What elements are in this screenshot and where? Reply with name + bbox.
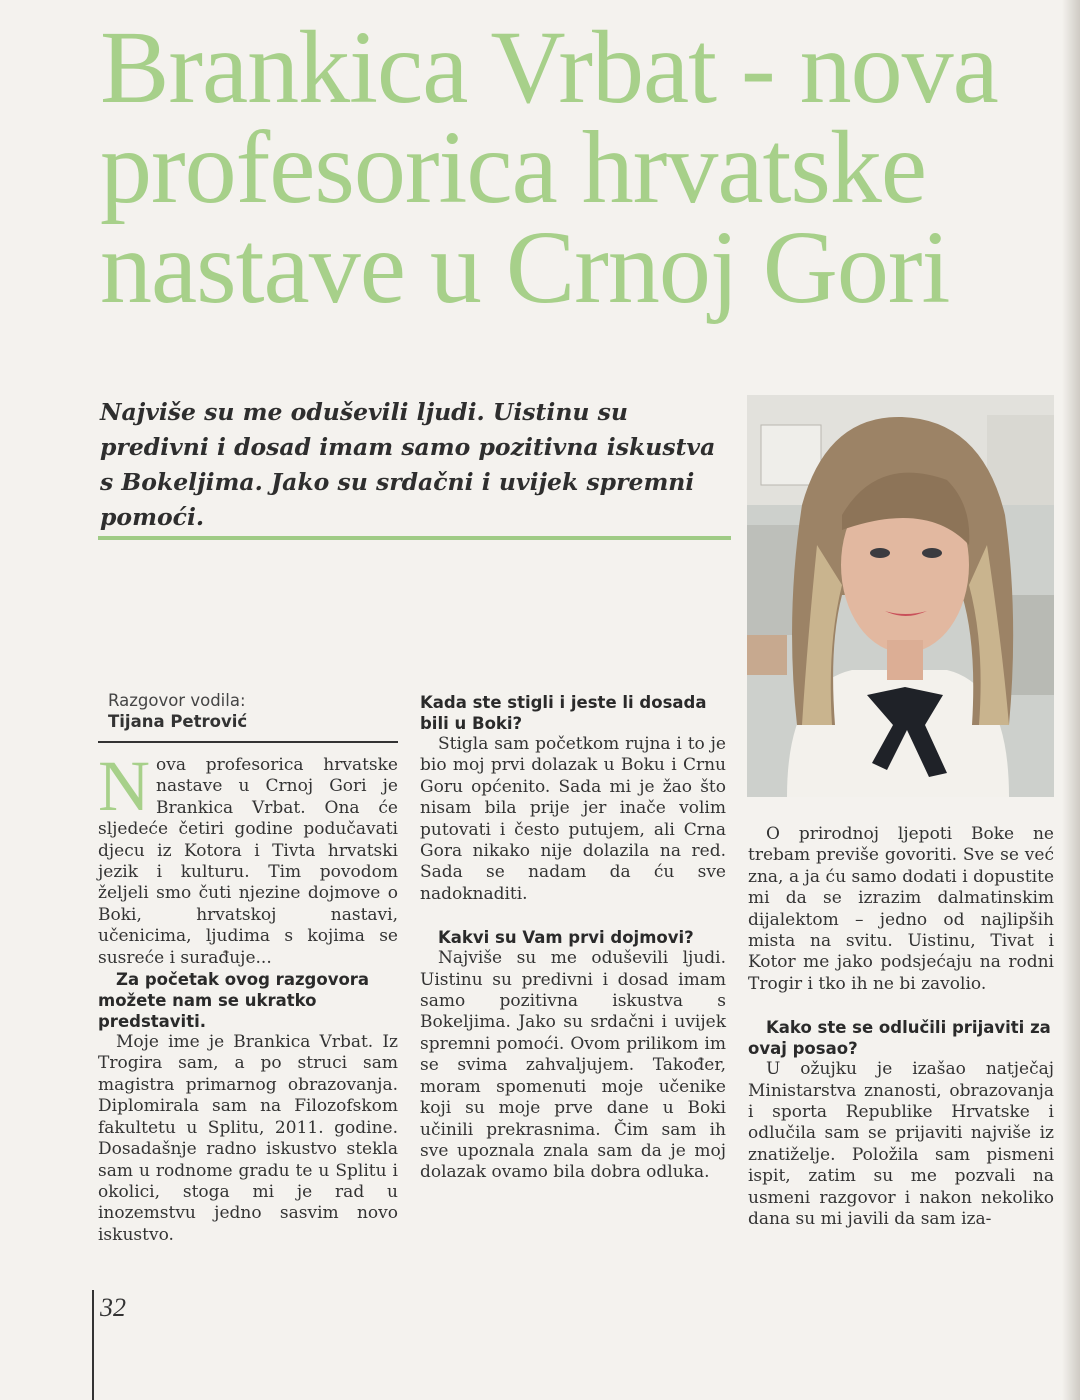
column-1 (98, 690, 398, 1246)
answer-paragraph: O prirodnoj ljepoti Boke ne trebam previše govoriti. Sve se već zna, a ja ću samo dodati i dopustite mi da se izrazim dalmatinskim dijalektom – jedno od najlipših mista na svitu. Uistinu, Tivat i Kotor me jako podsjećaju na rodni Trogir i tko ih ne bi zavolio. (748, 824, 1054, 994)
answer-paragraph: U ožujku je izašao natječaj Ministarstva znanosti, obrazovanja i sporta Republike Hrvatske i odlučila sam se prijaviti najviše iz znatiželje. Položila sam pismeni ispit, zatim su me pozvali na usmeni razgovor i nakon nekoliko dana su mi javili da sam iza- (748, 1059, 1054, 1230)
question-heading: Kada ste stigli i jeste li dosada bili u Boki? (420, 693, 707, 733)
question-heading: Kako ste se odlučili prijaviti za ovaj posao? (748, 1018, 1051, 1059)
folio-rule (92, 1290, 94, 1400)
intro-paragraph (98, 746, 398, 969)
byline-rule (98, 741, 398, 743)
intro-text: ova profesorica hrvatske nastave u Crnoj Gori je Brankica Vrbat. Ona će sljedeće četiri godine podučavati djecu iz Kotora i Tivta hrvatski jezik i kulturu. Tim povodom željeli smo čuti njezine dojmove o Boki, hrvatskoj nastavi, učenicima, ljudima s kojima se susreće i surađuje... (98, 755, 398, 968)
byline-name: Tijana Petrović (108, 712, 248, 731)
pull-quote-rule (98, 536, 731, 540)
answer-paragraph: Moje ime je Brankica Vrbat. Iz Trogira sam, a po struci sam magistra primarnog obrazovanja. Diplomirala sam na Filozofskom fakultetu u Splitu, 2011. godine. Dosadašnje radno iskustvo stekla sam u rodnome gradu te u Splitu i okolici, stoga mi je rad u inozemstvu jedno sasvim novo iskustvo. (98, 1032, 398, 1245)
headline-line-1: Brankica Vrbat - nova (100, 10, 998, 125)
question-heading: Za početak ovog razgovora možete nam se ukratko predstaviti. (98, 970, 370, 1032)
column-2 (420, 692, 726, 1184)
byline-label: Razgovor vodila: (108, 691, 246, 710)
drop-cap: N (98, 746, 150, 826)
page-edge-shadow (1062, 0, 1080, 1400)
question-heading: Kakvi su Vam prvi dojmovi? (438, 928, 694, 948)
answer-paragraph: Stigla sam početkom rujna i to je bio moj prvi dolazak u Boku i Crnu Goru općenito. Sada mi je žao što nisam bila prije jer inače volim putovati i često putujem, ali Crna Gora nikako nije dolazila na red. Sada se nadam da ću sve nadoknaditi. (420, 734, 726, 904)
portrait-photo (747, 395, 1054, 797)
article-headline (100, 10, 1060, 325)
section-gap (420, 905, 726, 927)
page-number: 32 (100, 1293, 126, 1322)
headline-line-2: profesorica hrvatske (100, 110, 927, 225)
column-3 (748, 824, 1054, 1231)
pull-quote: Najviše su me oduševili ljudi. Uistinu su predivni i dosad imam samo pozitivna iskustva s Bokeljima. Jako su srdačni i uvijek spremni pomoći. (100, 398, 716, 531)
headline-line-3: nastave u Crnoj Gori (100, 210, 950, 325)
section-gap (748, 995, 1054, 1017)
answer-paragraph: Najviše su me oduševili ljudi. Uistinu su predivni i dosad imam samo pozitivna iskustva s Bokeljima. Jako su srdačni i uvijek spremni pomoći. Ovom prilikom im se svima zahvaljujem. Također, moram spomenuti moje učenike koji su moje prve dane u Boki učinili prekrasnima. Čim sam ih sve upoznala znala sam da je moj dolazak ovamo bila dobra odluka. (420, 948, 726, 1183)
